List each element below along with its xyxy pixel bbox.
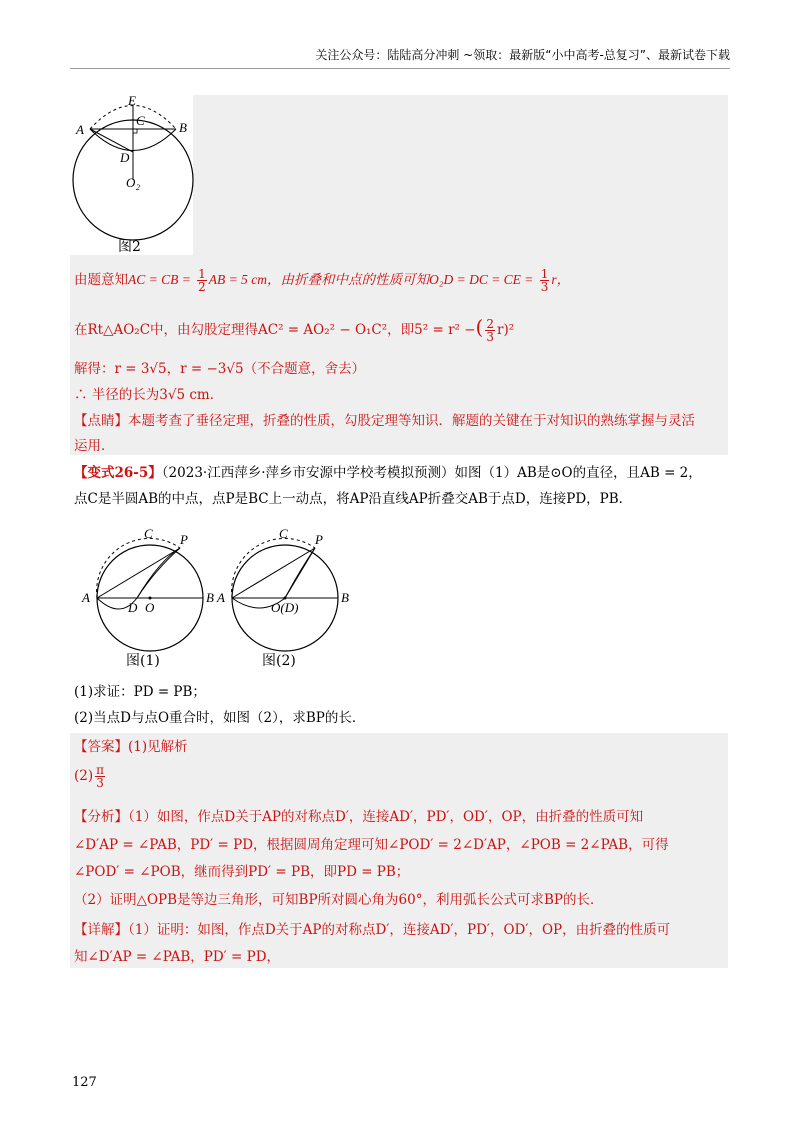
- fig2-caption: 图2: [118, 239, 141, 255]
- answer-line-2: (2) $\frac{\pi}{3}$: [74, 763, 105, 790]
- fig2b-label-B: B: [341, 590, 349, 605]
- detail-line-2: 知∠D′AP = ∠PAB，PD′ = PD，: [74, 949, 281, 965]
- fig1-label-C: C: [144, 526, 153, 541]
- page-number: 127: [72, 1075, 97, 1090]
- fig2-label-sub: 2: [136, 183, 140, 192]
- question-1: (1)求证：PD = PB；: [74, 684, 206, 700]
- problem-line-2: 点C是半圆AB的中点，点P是BC上一动点，将AP沿直线AP折叠交AB于点D，连接PD，PB．: [74, 491, 633, 507]
- fig2b-label-A: A: [217, 590, 225, 605]
- header-rule: [70, 68, 730, 69]
- fig2-label-O: O: [126, 175, 136, 190]
- page-header: 关注公众号：陆陆高分冲刺 ~领取：最新版“小中高考-总复习”、最新试卷下载: [315, 48, 730, 62]
- problem-figure-1: [80, 520, 220, 655]
- question-2: (2)当点D与点O重合时，如图（2），求BP的长．: [74, 710, 366, 726]
- solution-line-1: 由题意知AC = CB = $\frac{1}{2}$ AB = 5 cm，由折叠和中点的性质可知O₂D = DC = CE = $\frac{1}{3}$ r，: [74, 267, 571, 294]
- fig2-diagram: [70, 92, 200, 242]
- detail-line-1: 【详解】（1）证明：如图，作点D关于AP的对称点D′，连接AD′，PD′，OD′，OP，由折叠的性质可: [74, 922, 671, 938]
- fig2b-label-P: P: [315, 532, 323, 547]
- fig2-label-D: D: [120, 150, 130, 165]
- fig1-label-O: O: [145, 600, 155, 615]
- analysis-line-3: ∠POD′ = ∠POB，继而得到PD′ = PB，即PD = PB；: [74, 864, 410, 880]
- fig2-label-A: A: [76, 122, 84, 137]
- figure-shade-top: [193, 95, 728, 255]
- problem-figure-2: [215, 520, 355, 655]
- problem-line-1: 【变式26-5】（2023·江西萍乡·萍乡市安源中学校考模拟预测）如图（1）AB是⊙O的直径，且AB = 2，: [74, 465, 702, 481]
- key-point-line-2: 运用．: [74, 438, 115, 454]
- answer-line-1: 【答案】(1)见解析: [74, 739, 188, 755]
- fig2b-label-C: C: [279, 526, 288, 541]
- key-point-line-1: 【点睛】本题考查了垂径定理，折叠的性质，勾股定理等知识．解题的关键在于对知识的熟练掌握与灵活: [74, 413, 695, 429]
- analysis-line-1: 【分析】（1）如图，作点D关于AP的对称点D′，连接AD′，PD′，OD′，OP，由折叠的性质可知: [74, 809, 644, 825]
- fig2b-label-OD: O(D): [271, 600, 299, 615]
- problem-fig1-caption: 图(1): [126, 653, 160, 669]
- fig1-label-D: D: [128, 600, 138, 615]
- analysis-line-4: （2）证明△OPB是等边三角形，可知BP所对圆心角为60°，利用弧长公式可求BP的长．: [74, 892, 604, 908]
- fig1-label-B: B: [206, 590, 214, 605]
- fig1-label-A: A: [82, 590, 90, 605]
- analysis-line-2: ∠D′AP = ∠PAB，PD′ = PD，根据圆周角定理可知∠POD′ = 2∠D′AP，∠POB = 2∠PAB，可得: [74, 837, 669, 853]
- solution-line-3: 解得：r = 3√5，r = −3√5（不合题意，舍去）: [74, 361, 366, 377]
- fig2-label-E: E: [128, 93, 136, 108]
- fig2-label-B: B: [179, 120, 187, 135]
- fig2-label-C: C: [136, 113, 145, 128]
- fig1-label-P: P: [180, 532, 188, 547]
- solution-line-2: 在Rt△AO₂C中，由勾股定理得AC² = AO₂² − O₁C²，即5² = r² −( $\frac{2}{3}$ r)²: [74, 315, 515, 344]
- solution-line-4: ∴ 半径的长为3√5 cm．: [74, 387, 224, 403]
- problem-fig2-caption: 图(2): [262, 653, 296, 669]
